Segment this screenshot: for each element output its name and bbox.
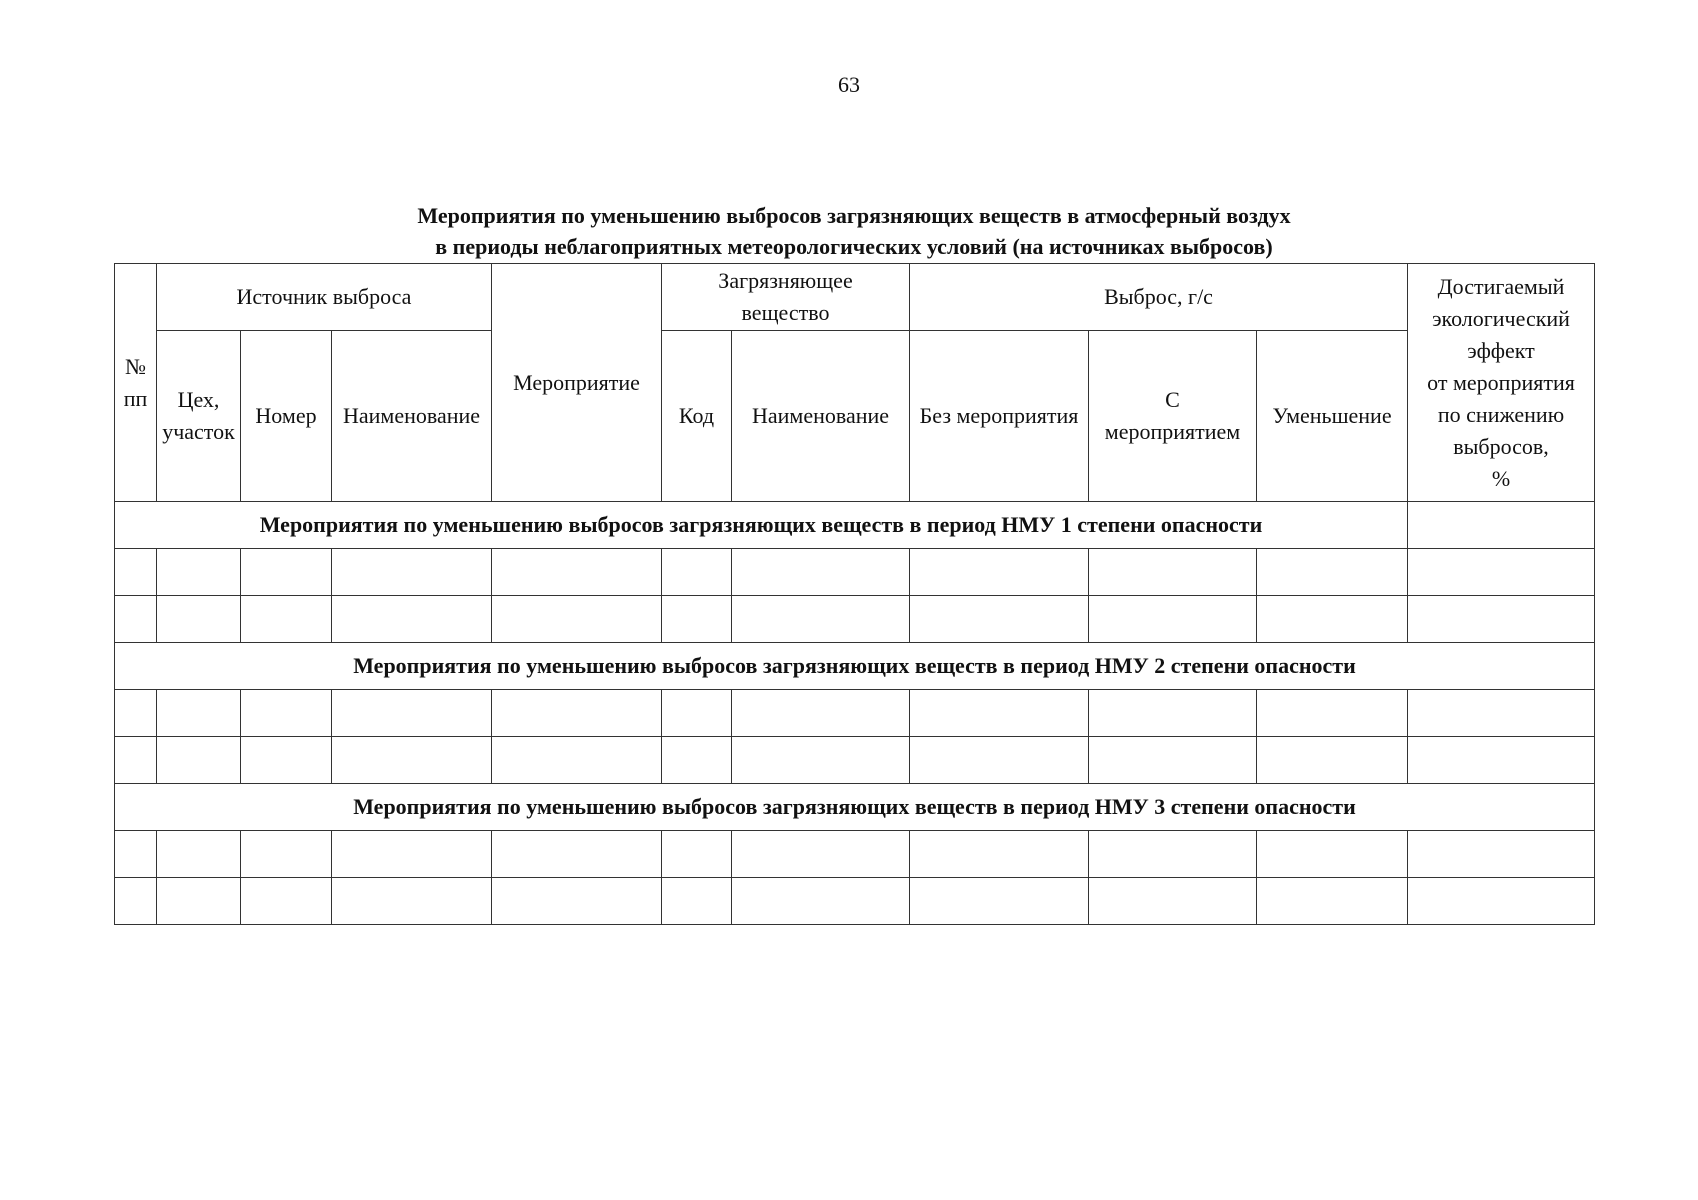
page-number: 63 <box>838 72 860 97</box>
table-cell <box>662 878 732 925</box>
table-cell <box>1257 831 1408 878</box>
table-cell <box>492 596 662 643</box>
section-label: Мероприятия по уменьшению выбросов загрязняющих веществ в период НМУ 1 степени опасности <box>115 502 1408 549</box>
table-cell <box>115 878 157 925</box>
table-cell <box>1089 737 1257 784</box>
table-cell <box>732 831 910 878</box>
table-cell <box>732 878 910 925</box>
table-cell <box>1089 878 1257 925</box>
table-cell <box>241 831 332 878</box>
table-cell <box>492 737 662 784</box>
table-cell <box>1408 549 1595 596</box>
header-ecological-effect: Достигаемый экологический эффект от мероприятия по снижению выбросов, % <box>1408 264 1595 502</box>
table-cell <box>492 690 662 737</box>
table-cell <box>1089 549 1257 596</box>
header-with-measure: С мероприятием <box>1089 331 1257 502</box>
table-cell <box>732 596 910 643</box>
document-title <box>114 200 1594 262</box>
table-cell <box>1408 690 1595 737</box>
table-cell <box>1408 596 1595 643</box>
table-cell <box>1408 737 1595 784</box>
table-cell <box>332 737 492 784</box>
table-cell <box>241 549 332 596</box>
table-row <box>115 737 1595 784</box>
table-cell <box>662 690 732 737</box>
header-emission: Выброс, г/с <box>910 264 1408 331</box>
section-row-nmu-1 <box>115 502 1595 549</box>
table-cell <box>1257 596 1408 643</box>
table-cell <box>1408 878 1595 925</box>
table-cell <box>1089 596 1257 643</box>
table-cell <box>732 549 910 596</box>
table-cell <box>157 690 241 737</box>
table-cell <box>910 690 1089 737</box>
table-cell <box>1257 737 1408 784</box>
header-source-name: Наименование <box>332 331 492 502</box>
section-label: Мероприятия по уменьшению выбросов загрязняющих веществ в период НМУ 2 степени опасности <box>115 643 1595 690</box>
table-cell <box>115 737 157 784</box>
table-cell <box>115 690 157 737</box>
table-cell <box>157 737 241 784</box>
table-cell <box>115 831 157 878</box>
table-cell <box>732 737 910 784</box>
header-without-measure: Без мероприятия <box>910 331 1089 502</box>
table-cell <box>910 549 1089 596</box>
table-cell <box>115 549 157 596</box>
measures-table <box>114 263 1595 925</box>
header-number: № пп <box>115 264 157 502</box>
table-cell <box>157 596 241 643</box>
section-label: Мероприятия по уменьшению выбросов загрязняющих веществ в период НМУ 3 степени опасности <box>115 784 1595 831</box>
table-cell <box>1257 878 1408 925</box>
table-cell <box>1089 690 1257 737</box>
table-cell <box>492 831 662 878</box>
table-cell <box>492 549 662 596</box>
table-row <box>115 690 1595 737</box>
header-measure: Мероприятие <box>492 264 662 502</box>
table-row <box>115 831 1595 878</box>
header-pollutant-code: Код <box>662 331 732 502</box>
header-workshop: Цех, участок <box>157 331 241 502</box>
document-title-line-2: в периоды неблагоприятных метеорологических условий (на источниках выбросов) <box>435 234 1273 259</box>
header-pollutant: Загрязняющее вещество <box>662 264 910 331</box>
table-cell <box>241 596 332 643</box>
table-header <box>115 264 1595 502</box>
table-cell <box>910 878 1089 925</box>
table-cell <box>910 737 1089 784</box>
header-emission-source: Источник выброса <box>157 264 492 331</box>
table-row <box>115 878 1595 925</box>
table-cell <box>157 831 241 878</box>
table-cell <box>332 549 492 596</box>
table-cell <box>241 737 332 784</box>
header-reduction: Уменьшение <box>1257 331 1408 502</box>
table-cell <box>910 831 1089 878</box>
table-cell <box>492 878 662 925</box>
table-cell <box>115 596 157 643</box>
header-source-number: Номер <box>241 331 332 502</box>
table-cell <box>332 596 492 643</box>
table-cell <box>332 690 492 737</box>
table-cell <box>662 737 732 784</box>
section-row-nmu-3 <box>115 784 1595 831</box>
table-cell <box>241 690 332 737</box>
document-title-line-1: Мероприятия по уменьшению выбросов загрязняющих веществ в атмосферный воздух <box>417 203 1291 228</box>
table-row <box>115 549 1595 596</box>
table-cell <box>662 596 732 643</box>
table-cell <box>1408 502 1595 549</box>
header-pollutant-name: Наименование <box>732 331 910 502</box>
table-cell <box>910 596 1089 643</box>
table-cell <box>157 878 241 925</box>
table-body <box>115 502 1595 925</box>
section-row-nmu-2 <box>115 643 1595 690</box>
table-cell <box>1257 690 1408 737</box>
table-row <box>115 596 1595 643</box>
table-cell <box>662 549 732 596</box>
table-cell <box>662 831 732 878</box>
table-cell <box>241 878 332 925</box>
table-cell <box>332 831 492 878</box>
table-cell <box>732 690 910 737</box>
table-cell <box>1408 831 1595 878</box>
table-cell <box>1089 831 1257 878</box>
table-cell <box>1257 549 1408 596</box>
table-cell <box>332 878 492 925</box>
table-cell <box>157 549 241 596</box>
